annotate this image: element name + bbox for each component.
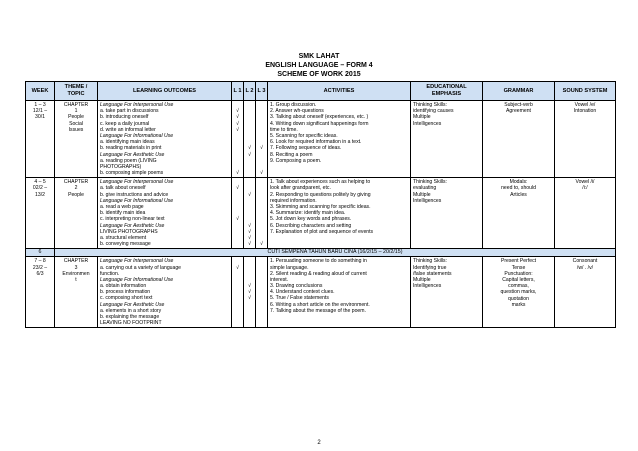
theme-cell-line: CHAPTER: [63, 102, 89, 108]
l2-cell-line: √: [248, 283, 251, 290]
outcome-heading: Language For Interpersonal Use: [100, 179, 174, 186]
school-name: SMK LAHAT: [298, 53, 340, 60]
outcome-item: b. give instructions and advice: [100, 191, 169, 198]
holiday-text: CUTI SEMPENA TAHUN BARU CINA (16/2/15 – 20/2/15): [55, 249, 616, 257]
week-cell-line: 6/3: [36, 270, 44, 277]
outcome-heading: Language For Aesthetic Use: [100, 301, 165, 308]
sound-cell: [555, 257, 616, 328]
activities-cell-line: 5. Jot down key words and phrases.: [270, 216, 352, 223]
theme-cell: [55, 257, 98, 328]
col-grammar: GRAMMAR: [483, 82, 555, 101]
grammar-cell-line: quotation: [508, 295, 529, 302]
l1-cell: [232, 101, 244, 178]
theme-cell-line: Environmen: [62, 270, 90, 277]
emphasis-cell-line: Intelligences: [413, 283, 442, 290]
grammar-cell-line: Tense: [511, 264, 526, 271]
document-header: [0, 52, 638, 79]
week-cell-line: 23/2 –: [32, 264, 48, 271]
l2-cell: [244, 101, 256, 178]
l2-cell-line: √: [248, 228, 251, 235]
sound-cell-line: Consonant: [572, 258, 598, 265]
l1-cell-line: √: [236, 185, 239, 192]
col-l1: L 1: [232, 82, 244, 101]
activities-cell-line: 3. Skimming and scanning for specific ideas.: [270, 204, 371, 210]
outcome-item: c. composing short text: [100, 295, 153, 302]
l2-cell: [244, 178, 256, 249]
activities-cell-line: 3. Drawing conclusions: [270, 283, 323, 290]
table-row: [26, 178, 616, 249]
l2-cell-line: √: [248, 145, 251, 152]
activities-cell-line: 7. Explanation of plot and sequence of events: [270, 228, 374, 235]
l2-cell-line: √: [248, 289, 251, 296]
activities-cell-line: 2. Silent reading & reading aloud of current: [270, 270, 367, 277]
l2-cell-line: [246, 170, 253, 176]
theme-cell-line: t: [75, 276, 77, 283]
theme-cell-line: 3: [74, 264, 78, 271]
l1-cell-line: √: [236, 170, 239, 177]
outcome-item: b. process information: [100, 289, 151, 296]
outcome-item: a. read a web page: [100, 204, 144, 210]
emphasis-cell-line: Intelligences: [413, 120, 442, 127]
outcome-item: b. introducing oneself: [100, 114, 149, 121]
grammar-cell-line: question marks,: [500, 289, 537, 296]
emphasis-cell-line: Intelligences: [413, 197, 442, 204]
page-number: 2: [317, 440, 321, 446]
theme-cell: [55, 101, 98, 178]
outcome-heading: Language For Informational Use: [100, 132, 174, 139]
grammar-cell: [483, 178, 555, 249]
emphasis-cell: [411, 101, 483, 178]
activities-cell-line: 6. Describing characters and setting: [270, 222, 352, 229]
l1-cell-line: √: [236, 120, 239, 127]
week-cell-line: 02/2 –: [32, 185, 48, 192]
outcome-item: b. composing simple poems: [100, 170, 164, 177]
header-row: [26, 82, 616, 101]
week-cell: [26, 101, 55, 178]
activities-cell-line: 4. Understand context clues.: [270, 289, 335, 296]
activities-cell-line: required information.: [270, 197, 317, 204]
emphasis-cell: [411, 178, 483, 249]
outcome-item: b. identify main idea: [100, 210, 146, 217]
week-cell-line: 30/1: [35, 114, 45, 121]
col-sound: SOUND SYSTEM: [555, 82, 616, 101]
theme-cell-line: Social: [69, 120, 83, 127]
emphasis-cell-line: Thinking Skills:: [413, 102, 447, 108]
activities-cell-line: 3. Talking about oneself (experiences, etc. ): [270, 114, 369, 121]
theme-cell-line: CHAPTER: [63, 179, 89, 186]
l2-cell: [244, 257, 256, 328]
l3-cell: [256, 257, 268, 328]
l3-cell-line: √: [260, 241, 263, 248]
col-week: WEEK: [26, 82, 55, 101]
holiday-week: 6: [26, 249, 55, 257]
sound-cell-line: Vowel /e/: [574, 102, 596, 108]
outcome-heading: Language For Aesthetic Use: [100, 151, 165, 158]
emphasis-cell-line: Multiple: [413, 191, 431, 198]
sound-cell-line: /i:/: [582, 185, 588, 192]
outcomes-cell: [98, 101, 232, 178]
activities-cell-line: simple language.: [270, 264, 309, 271]
activities-cell-line: look after grandparent, etc.: [270, 185, 331, 192]
grammar-cell-line: marks: [511, 301, 526, 308]
outcome-item: d. write an informal letter: [100, 126, 156, 133]
activities-cell-line: 7. Talking about the message of the poem.: [270, 307, 366, 314]
week-cell-line: 1 – 3: [34, 102, 46, 108]
l3-cell-line: √: [260, 145, 263, 152]
grammar-cell-line: Present Perfect: [500, 258, 537, 265]
outcome-item: b. explaining the message: [100, 314, 160, 320]
theme-cell-line: 1: [74, 108, 78, 115]
grammar-cell: [483, 101, 555, 178]
outcome-item: c. keep a daily journal: [100, 120, 150, 127]
col-activities: ACTIVITIES: [268, 82, 411, 101]
outcome-item: a. take part in discussions: [100, 108, 159, 115]
outcome-heading: Language For Aesthetic Use: [100, 222, 165, 229]
l1-cell: [232, 257, 244, 328]
activities-cell: [268, 257, 411, 328]
l3-cell: [256, 101, 268, 178]
activities-cell-line: time to time.: [270, 126, 298, 133]
l2-cell-line: √: [248, 295, 251, 302]
l2-cell-line: √: [248, 234, 251, 241]
activities-cell-line: 1. Talk about experiences such as helping to: [270, 179, 371, 186]
emphasis-cell-line: Multiple: [413, 114, 431, 121]
outcomes-cell: [98, 178, 232, 249]
grammar-cell-line: Articles: [510, 191, 527, 198]
sound-cell: [555, 178, 616, 249]
outcome-item: PHOTOGRAPHS): [100, 163, 142, 170]
outcome-item: LIVING PHOTOGRAPHS: [100, 228, 158, 235]
activities-cell: [268, 178, 411, 249]
week-cell: [26, 178, 55, 249]
sound-cell: [555, 101, 616, 178]
emphasis-cell-line: evaluating: [413, 185, 437, 192]
col-outcomes: LEARNING OUTCOMES: [98, 82, 232, 101]
table-body: [26, 101, 616, 328]
emphasis-cell-line: Thinking Skills:: [413, 258, 447, 265]
outcome-item: a. identifying main ideas: [100, 139, 155, 146]
week-cell-line: 13/2: [35, 191, 45, 198]
sound-cell-line: /w/ . /v/: [576, 264, 594, 271]
activities-cell-line: 9. Composing a poem.: [270, 157, 322, 164]
theme-cell-line: Issues: [68, 126, 84, 133]
grammar-cell-line: Subject-verb: [504, 102, 533, 108]
table-row: [26, 257, 616, 328]
sound-cell-line: Intonation: [573, 108, 597, 115]
grammar-cell-line: Modals:: [509, 179, 528, 186]
theme-cell: [55, 178, 98, 249]
activities-cell-line: 1. Persuading someone to do something in: [270, 258, 367, 265]
emphasis-cell: [411, 257, 483, 328]
l1-cell-line: √: [236, 108, 239, 115]
holiday-row: [26, 249, 616, 257]
outcome-item: LEAVING NO FOOTPRINT: [100, 320, 162, 327]
outcome-heading: Language For Informational Use: [100, 197, 174, 204]
outcome-item: a. obtain information: [100, 283, 147, 290]
activities-cell-line: 5. Scanning for specific ideas.: [270, 132, 338, 139]
outcome-item: function.: [100, 270, 120, 277]
grammar-cell-line: Agreement: [506, 108, 531, 115]
theme-cell-line: People: [68, 191, 84, 198]
grammar-cell-line: Capital letters,: [502, 276, 535, 283]
activities-cell-line: interest.: [270, 276, 289, 283]
l3-cell-line: [258, 320, 265, 326]
outcome-item: a. structural element: [100, 234, 147, 241]
emphasis-cell-line: Thinking Skills:: [413, 179, 447, 186]
outcome-item: b. conveying message: [100, 241, 151, 248]
week-cell-line: 4 – 5: [34, 179, 46, 186]
emphasis-cell-line: Multiple: [413, 276, 431, 283]
col-emphasis: EDUCATIONAL EMPHASIS: [411, 82, 483, 101]
week-cell: [26, 257, 55, 328]
activities-cell-line: 6. Look for required information in a text.: [270, 139, 362, 146]
table-row: [26, 101, 616, 178]
activities-cell-line: 6. Writing a short article on the environment.: [270, 301, 370, 308]
outcome-item: a. elements in a short story: [100, 307, 162, 314]
grammar-cell-line: Punctuation:: [504, 270, 533, 277]
activities-cell-line: 4. Summarize: identify main idea.: [270, 210, 346, 217]
outcomes-cell: [98, 257, 232, 328]
activities-cell-line: 1. Group discussion.: [270, 102, 317, 108]
l1-cell-line: √: [236, 216, 239, 223]
activities-cell-line: 8. Reciting a poem: [270, 151, 313, 158]
l1-cell: [232, 178, 244, 249]
l2-cell-line: √: [248, 151, 251, 158]
l3-cell-line: √: [260, 170, 263, 177]
outcome-item: a. reading poem (LIVING: [100, 157, 157, 164]
outcome-item: a. carrying out a variety of language: [100, 264, 181, 271]
emphasis-cell-line: /false statements: [413, 270, 452, 277]
l3-cell: [256, 178, 268, 249]
activities-cell-line: 4. Writing down significant happenings form: [270, 120, 369, 127]
activities-cell-line: 5. True / False statements: [270, 295, 329, 302]
outcome-heading: Language For Interpersonal Use: [100, 258, 174, 265]
activities-cell-line: 2. Responding to questions politely by giving: [270, 191, 371, 198]
outcome-item: c. interpreting non-linear text: [100, 216, 165, 223]
week-cell-line: 7 – 8: [34, 258, 46, 265]
sound-cell-line: Vowel /i/: [575, 179, 595, 186]
outcome-heading: Language For Informational Use: [100, 276, 174, 283]
scheme-of-work-table: [25, 81, 616, 328]
activities-cell-line: 2. Answer wh-questions: [270, 108, 324, 115]
l2-cell-line: [246, 320, 253, 326]
grammar-cell-line: commas,: [508, 283, 529, 290]
l1-cell-line: √: [236, 264, 239, 271]
theme-cell-line: 2: [74, 185, 78, 192]
grammar-cell: [483, 257, 555, 328]
col-theme: THEME / TOPIC: [55, 82, 98, 101]
l1-cell-line: [234, 241, 241, 247]
week-cell-line: 12/1 –: [32, 108, 48, 115]
activities-cell: [268, 101, 411, 178]
l2-cell-line: √: [248, 222, 251, 229]
outcome-item: b. reading materials in print: [100, 145, 162, 152]
l2-cell-line: √: [248, 241, 251, 248]
outcome-heading: Language For Interpersonal Use: [100, 102, 174, 108]
activities-cell-line: 7. Following sequence of ideas.: [270, 145, 342, 152]
col-l3: L 3: [256, 82, 268, 101]
l2-cell-line: √: [248, 191, 251, 198]
outcome-item: a. talk about oneself: [100, 185, 146, 192]
scheme-title: SCHEME OF WORK 2015: [277, 71, 361, 78]
grammar-cell-line: need to, should: [501, 185, 536, 192]
theme-cell-line: CHAPTER: [63, 258, 89, 265]
emphasis-cell-line: identifying causes: [413, 108, 454, 115]
l1-cell-line: √: [236, 114, 239, 121]
emphasis-cell-line: Identifying true: [413, 264, 447, 271]
col-l2: L 2: [244, 82, 256, 101]
l1-cell-line: [234, 320, 241, 326]
theme-cell-line: People: [68, 114, 84, 121]
subject-title: ENGLISH LANGUAGE – FORM 4: [265, 62, 373, 69]
l1-cell-line: √: [236, 126, 239, 133]
